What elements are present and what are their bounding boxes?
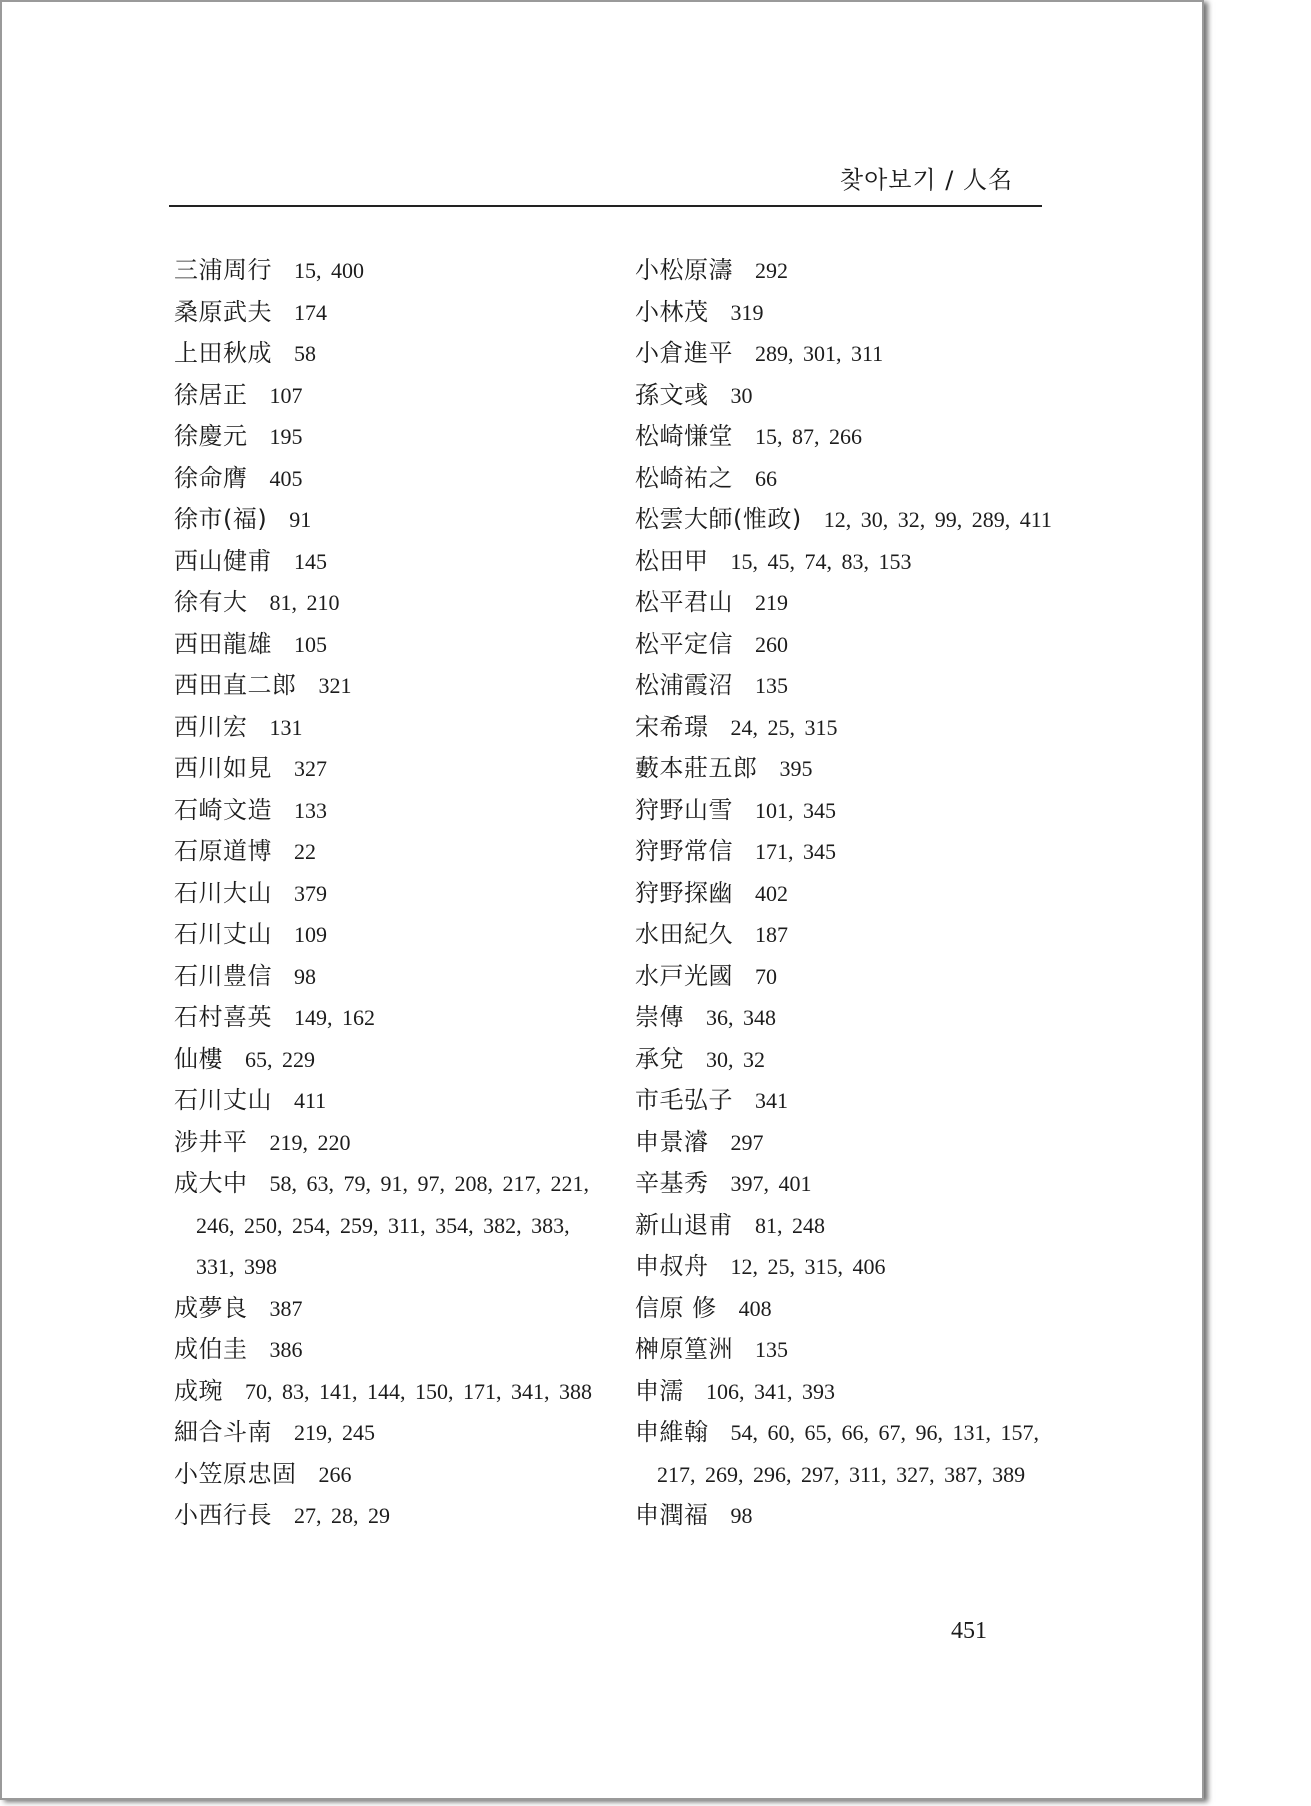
- index-entry: [174, 1329, 604, 1371]
- entry-pages: 297: [730, 1129, 764, 1155]
- entry-name: 桑原武夫: [174, 297, 272, 326]
- index-entry: [174, 292, 604, 334]
- entry-pages: 171, 345: [755, 839, 836, 864]
- index-entry: [635, 458, 1065, 500]
- entry-name: 西川宏: [174, 712, 248, 741]
- entry-name: 小倉進平: [635, 339, 733, 367]
- index-entry: [174, 333, 604, 375]
- page-number: 451: [951, 1618, 987, 1644]
- entry-name: 申景濬: [635, 1127, 709, 1156]
- index-entry: [174, 1495, 604, 1537]
- index-entry: [174, 375, 604, 417]
- entry-pages: 24, 25, 315: [730, 714, 838, 740]
- entry-name: 石川豊信: [174, 961, 272, 990]
- entry-pages: 386: [269, 1337, 303, 1362]
- entry-pages: 133: [294, 797, 327, 823]
- entry-pages: 91: [289, 507, 312, 532]
- index-entry: [635, 582, 1065, 624]
- entry-pages: 107: [269, 382, 303, 408]
- entry-name: 西田龍雄: [174, 629, 272, 658]
- entry-name: 西田直二郎: [174, 671, 297, 699]
- entry-pages: 292: [755, 258, 788, 283]
- index-entry: [635, 333, 1065, 375]
- entry-pages: 131: [269, 714, 303, 740]
- entry-name: 孫文彧: [635, 380, 709, 409]
- entry-pages: 379: [294, 880, 327, 906]
- entry-name: 成琬: [174, 1376, 223, 1405]
- entry-name: 三浦周行: [174, 256, 272, 284]
- entry-pages: 109: [294, 922, 327, 947]
- entry-name: 承兌: [635, 1044, 684, 1073]
- index-entry: [635, 665, 1065, 707]
- index-entry: [635, 1371, 1065, 1413]
- entry-pages: 402: [755, 880, 788, 906]
- index-entry: [174, 831, 604, 873]
- index-entry: [635, 914, 1065, 956]
- entry-name: 信原 修: [635, 1293, 717, 1322]
- entry-pages: 30: [730, 382, 753, 408]
- index-entry: [635, 1246, 1065, 1288]
- entry-pages: 54, 60, 65, 66, 67, 96, 131, 157, 217, 269, 296, 297, 311, 327, 387, 389: [657, 1420, 1039, 1487]
- index-entry: [635, 1288, 1065, 1330]
- index-entry: [635, 1122, 1065, 1164]
- entry-pages: 327: [294, 756, 327, 781]
- index-entry: [635, 416, 1065, 458]
- entry-name: 石川丈山: [174, 1086, 272, 1114]
- header-rule: [169, 205, 1042, 207]
- entry-pages: 319: [730, 299, 764, 325]
- entry-pages: 145: [294, 548, 327, 574]
- index-entry: [174, 499, 604, 541]
- entry-pages: 135: [755, 673, 788, 698]
- index-entry: [174, 1122, 604, 1164]
- entry-name: 松雲大師(惟政): [635, 505, 802, 533]
- index-entry: [635, 1163, 1065, 1205]
- index-entry: [635, 624, 1065, 666]
- index-entry: [635, 1039, 1065, 1081]
- entry-pages: 260: [755, 631, 788, 657]
- index-column-right: [635, 250, 1065, 1537]
- entry-name: 申叔舟: [635, 1252, 709, 1280]
- entry-name: 藪本莊五郎: [635, 754, 758, 782]
- entry-name: 宋希璟: [635, 712, 709, 741]
- entry-pages: 411: [294, 1088, 327, 1113]
- entry-pages: 219, 220: [269, 1129, 351, 1155]
- index-entry: [635, 1495, 1065, 1537]
- entry-pages: 58, 63, 79, 91, 97, 208, 217, 221, 246, 250, 254, 259, 311, 354, 382, 383, 331, 398: [196, 1171, 589, 1279]
- index-entry: [635, 707, 1065, 749]
- index-entry: [174, 1412, 604, 1454]
- entry-pages: 27, 28, 29: [294, 1503, 390, 1528]
- entry-name: 成夢良: [174, 1293, 248, 1322]
- entry-pages: 106, 341, 393: [706, 1378, 835, 1404]
- entry-pages: 12, 30, 32, 99, 289, 411: [823, 507, 1052, 532]
- entry-name: 松崎祐之: [635, 463, 733, 492]
- entry-pages: 66: [755, 465, 777, 491]
- entry-pages: 387: [269, 1295, 303, 1321]
- index-entry: [635, 250, 1065, 292]
- entry-pages: 219, 245: [294, 1420, 375, 1445]
- entry-pages: 15, 400: [294, 258, 364, 283]
- index-entry: [174, 1288, 604, 1330]
- entry-name: 榊原篁洲: [635, 1335, 733, 1363]
- index-entry: [174, 1163, 604, 1288]
- entry-pages: 266: [318, 1461, 352, 1487]
- entry-name: 徐市(福): [174, 505, 268, 533]
- entry-name: 水田紀久: [635, 920, 733, 948]
- entry-pages: 58: [294, 341, 316, 366]
- entry-pages: 219: [755, 590, 788, 615]
- index-entry: [635, 1329, 1065, 1371]
- entry-pages: 149, 162: [294, 1005, 375, 1030]
- entry-pages: 81, 248: [755, 1212, 825, 1238]
- entry-pages: 22: [294, 839, 316, 864]
- entry-name: 徐有大: [174, 588, 248, 616]
- entry-name: 狩野探幽: [635, 878, 733, 907]
- index-entry: [174, 873, 604, 915]
- entry-name: 徐慶元: [174, 422, 248, 450]
- index-entry: [635, 997, 1065, 1039]
- entry-name: 小西行長: [174, 1501, 272, 1529]
- entry-name: 崇傳: [635, 1003, 684, 1031]
- index-entry: [174, 1454, 604, 1496]
- index-entry: [174, 1039, 604, 1081]
- index-entry: [635, 1412, 1065, 1495]
- entry-name: 石川大山: [174, 878, 272, 907]
- entry-name: 徐命膺: [174, 463, 248, 492]
- entry-name: 石原道博: [174, 837, 272, 865]
- entry-pages: 98: [294, 963, 316, 989]
- entry-pages: 135: [755, 1337, 788, 1362]
- running-head: 찾아보기 / 人名: [839, 166, 1013, 194]
- entry-name: 徐居正: [174, 380, 248, 409]
- entry-pages: 12, 25, 315, 406: [730, 1254, 886, 1279]
- entry-name: 細合斗南: [174, 1418, 272, 1446]
- index-entry: [174, 790, 604, 832]
- index-entry: [174, 956, 604, 998]
- entry-name: 辛基秀: [635, 1169, 709, 1197]
- entry-pages: 289, 301, 311: [755, 341, 884, 366]
- entry-name: 石崎文造: [174, 795, 272, 824]
- entry-pages: 405: [269, 465, 303, 491]
- entry-name: 石川丈山: [174, 920, 272, 948]
- entry-name: 松浦霞沼: [635, 671, 733, 699]
- index-entry: [174, 748, 604, 790]
- index-entry: [174, 250, 604, 292]
- entry-name: 松平定信: [635, 629, 733, 658]
- entry-name: 狩野山雪: [635, 795, 733, 824]
- index-entry: [174, 624, 604, 666]
- index-entry: [174, 707, 604, 749]
- entry-name: 松平君山: [635, 588, 733, 616]
- entry-pages: 341: [755, 1088, 788, 1113]
- entry-pages: 397, 401: [730, 1171, 812, 1196]
- entry-pages: 30, 32: [706, 1046, 765, 1072]
- entry-pages: 174: [294, 299, 327, 325]
- index-entry: [635, 956, 1065, 998]
- entry-pages: 15, 87, 266: [755, 424, 862, 449]
- index-entry: [174, 416, 604, 458]
- entry-name: 新山退甫: [635, 1210, 733, 1239]
- entry-pages: 70: [755, 963, 777, 989]
- entry-pages: 408: [738, 1295, 772, 1321]
- entry-name: 石村喜英: [174, 1003, 272, 1031]
- entry-name: 申濡: [635, 1376, 684, 1405]
- index-entry: [635, 1205, 1065, 1247]
- entry-pages: 15, 45, 74, 83, 153: [730, 548, 912, 574]
- entry-name: 狩野常信: [635, 837, 733, 865]
- index-entry: [174, 914, 604, 956]
- entry-name: 成大中: [174, 1169, 248, 1197]
- entry-name: 成伯圭: [174, 1335, 248, 1363]
- entry-name: 小林茂: [635, 297, 709, 326]
- entry-name: 松崎慊堂: [635, 422, 733, 450]
- entry-pages: 70, 83, 141, 144, 150, 171, 341, 388: [245, 1378, 592, 1404]
- entry-pages: 81, 210: [269, 590, 340, 615]
- index-entry: [635, 292, 1065, 334]
- index-entry: [635, 831, 1065, 873]
- index-entry: [635, 541, 1065, 583]
- entry-name: 小松原濤: [635, 256, 733, 284]
- entry-name: 仙樓: [174, 1044, 223, 1073]
- entry-pages: 395: [779, 756, 813, 781]
- index-entry: [635, 1080, 1065, 1122]
- index-entry: [174, 665, 604, 707]
- entry-pages: 36, 348: [706, 1005, 776, 1030]
- entry-pages: 105: [294, 631, 327, 657]
- index-entry: [174, 997, 604, 1039]
- entry-name: 申維翰: [635, 1418, 709, 1446]
- entry-pages: 98: [730, 1503, 753, 1528]
- entry-pages: 195: [269, 424, 303, 449]
- entry-name: 涉井平: [174, 1127, 248, 1156]
- entry-name: 申潤福: [635, 1501, 709, 1529]
- index-entry: [635, 375, 1065, 417]
- index-entry: [174, 1080, 604, 1122]
- index-entry: [174, 541, 604, 583]
- entry-pages: 321: [318, 673, 352, 698]
- entry-name: 西川如見: [174, 754, 272, 782]
- index-entry: [635, 790, 1065, 832]
- entry-pages: 65, 229: [245, 1046, 315, 1072]
- entry-name: 市毛弘子: [635, 1086, 733, 1114]
- index-entry: [635, 748, 1065, 790]
- index-entry: [635, 499, 1065, 541]
- entry-name: 小笠原忠固: [174, 1459, 297, 1488]
- index-column-left: [174, 250, 604, 1537]
- index-entry: [174, 1371, 604, 1413]
- entry-name: 上田秋成: [174, 339, 272, 367]
- entry-name: 水戸光國: [635, 961, 733, 990]
- entry-name: 西山健甫: [174, 546, 272, 575]
- entry-pages: 101, 345: [755, 797, 836, 823]
- index-entry: [174, 458, 604, 500]
- index-entry: [635, 873, 1065, 915]
- entry-name: 松田甲: [635, 546, 709, 575]
- index-entry: [174, 582, 604, 624]
- entry-pages: 187: [755, 922, 788, 947]
